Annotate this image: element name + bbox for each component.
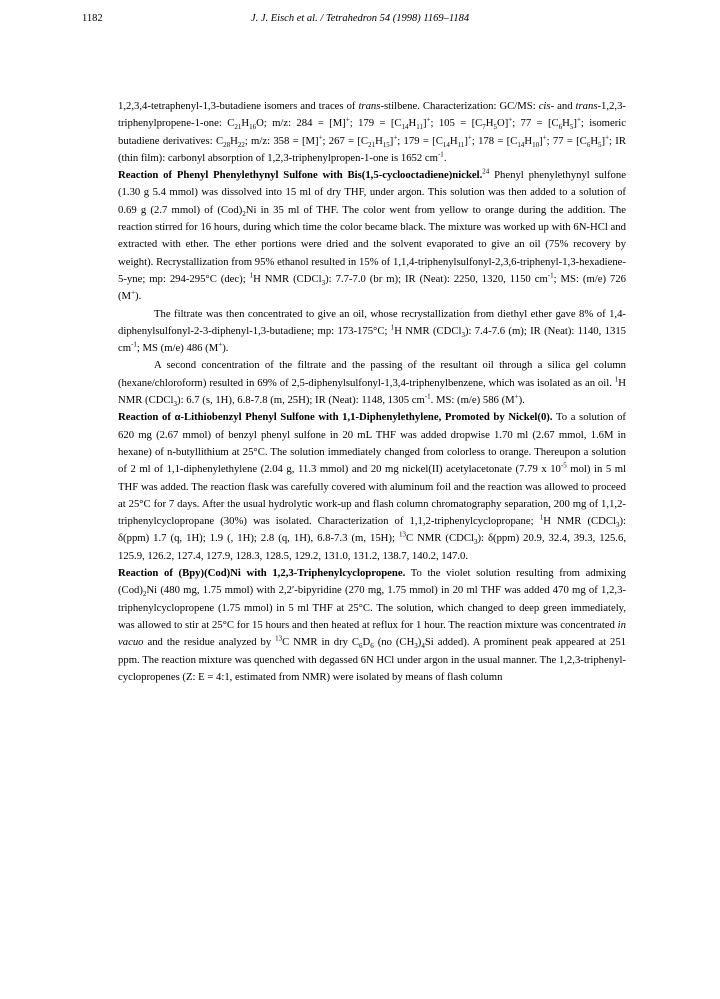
paragraph-filtrate: The filtrate was then concentrated to give an oil, whose recrystallization from diethyl ether gave 8% of 1,4-diphenylsulfonyl-2-3-diphenyl-1,3-butadiene; mp: 173-175°C; $^1$H NMR (CDCl$_3$): 7.4-7.6 (m); IR (Neat): 1140, 1315 $cm^{-1}$; MS (m/e) 486 (M+).	[118, 307, 627, 355]
paragraph-sulfone-nickel: Reaction of Phenyl Phenylethynyl Sulfone with Bis(1,5-cyclooctadiene)nickel.$^{24}$ Phenyl phenylethynyl sulfone (1.30 g 5.4 mmol) was dissolved into 15 ml of dry THF, under argon. This solution was then added to a solution of 0.69 g (2.7 mmol) of $(Cod)_2Ni$ in 35 ml of THF. The color went from yellow to orange during the addition. The reaction stirred for 16 hours, during which time the color became black. The mixture was worked up with 6N-HCl and extracted with ether. The ether portions were dried and the solvent evaporated to give an oil (75% recovery by weight). Recrystallization from 95% ethanol resulted in 15% of 1,1,4-triphenylsulfonyl-2,3,6-triphenyl-1,3-hexadiene-5-yne; mp: 294-295°C (dec); $^1$H NMR (CDCl$_3$): 7.7-7.0 (br m); IR (Neat): 2250, 1320, 1150 $cm^{-1}$; MS: (m/e) 726 (M+).	[118, 167, 627, 303]
paragraph-characterization: 1,2,3,4-tetraphenyl-1,3-butadiene isomers and traces of trans-stilbene. Characterization: GC/MS: cis- and trans-1,2,3-triphenylpropene-1-one: $C_{21}H_{16}O$; m/z: 284 = [M]+; $179 = [C_{14}H_{11}]^+$; $105 = [C_7H_5O]^+$; $77 = [C_6H_5]^+$; isomeric butadiene derivatives: $C_{28}H_{22}$; m/z: 358 = [M]+; $267 = [C_{21}H_{15}]^+$; $179 = [C_{14}H_{11}]^+$; $178 = [C_{14}H_{10}]^+$; $77 = [C_6H_5]^+$; IR (thin film): carbonyl absorption of 1,2,3-triphenylpropen-1-one is 1652 $cm^{-1}$.	[118, 100, 627, 164]
section-heading: Reaction of (Bpy)(Cod)Ni with 1,2,3-Triphenylcyclopropene.	[118, 567, 406, 580]
running-head: J. J. Eisch et al. / Tetrahedron 54 (1998) 1169–1184	[250, 13, 470, 24]
section-heading: Reaction of Phenyl Phenylethynyl Sulfone with Bis(1,5-cyclooctadiene)nickel.	[118, 169, 483, 182]
paragraph-bpy-cod-ni: Reaction of (Bpy)(Cod)Ni with 1,2,3-Triphenylcyclopropene. To the violet solution resulting from admixing $(Cod)_2Ni$ (480 mg, 1.75 mmol) with 2,2′-bipyridine (270 mg, 1.75 mmol) in 20 ml THF was added 470 mg of 1,2,3-triphenylcyclopropene (1.75 mmol) in 5 ml THF at 25°C. The solution, which changed to deep green immediately, was allowed to stir at 25°C for 15 hours and then heated at reflux for 1 hour. The reaction mixture was concentrated in vacuo and the residue analyzed by $^{13}$C NMR in dry $C_6D_6$ (no $(CH_3)_4Si$ added). A prominent peak appeared at 251 ppm. The reaction mixture was quenched with degassed 6N HCl under argon in the usual manner. The 1,2,3-triphenyl-cyclopropenes (Z: E = 4:1, estimated from NMR) were isolated by means of flash column	[118, 567, 627, 683]
paragraph-second-concentration: A second concentration of the filtrate and the passing of the resultant oil through a silica gel column (hexane/chloroform) resulted in 69% of 2,5-diphenylsulfonyl-1,3,4-triphenylbenzene, which was isolated as an oil. $^1$H NMR (CDCl$_3$): 6.7 (s, 1H), 6.8-7.8 (m, 25H); IR (Neat): 1148, 1305 $cm^{-1}$. MS: (m/e) 586 (M+).	[118, 359, 626, 409]
page-number: 1182	[82, 13, 103, 24]
experimental-text	[118, 98, 626, 686]
paragraph-lithiobenzyl: Reaction of α-Lithiobenzyl Phenyl Sulfone with 1,1-Diphenylethylene, Promoted by Nickel(0). To a solution of 620 mg (2.67 mmol) of benzyl phenyl sulfone in 20 mL THF was added dropwise 1.70 ml (2.67 mmol, 1.6M in hexane) of n-butyllithium at 25°C. The solution immediately changed from colorless to orange. Thereupon a solution of 2 ml of 1,1-diphenylethylene (2.04 g, 11.3 mmol) and 20 mg nickel(II) acetylacetonate (7.79 x $10^{-5}$ mol) in 5 ml THF was added. The reaction flask was carefully covered with aluminum foil and the reaction was allowed to proceed at 25°C for 7 days. After the usual hydrolytic work-up and flash column chromatography separation, 200 mg of 1,1,2-triphenylcyclopropane (30%) was isolated. Characterization of 1,1,2-triphenylcyclopropane; $^1$H NMR (CDCl$_3$): δ(ppm) 1.7 (q, 1H); 1.9 (, 1H); 2.8 (q, 1H), 6.8-7.3 (m, 15H); $^{13}$C NMR (CDCl$_3$): δ(ppm) 20.9, 32.4, 39.3, 125.6, 125.9, 126.2, 127.4, 127.9, 128.3, 128.5, 129.2, 131.0, 131.2, 138.7, 140.2, 147.0.	[118, 411, 627, 562]
section-heading: Reaction of α-Lithiobenzyl Phenyl Sulfone with 1,1-Diphenylethylene, Promoted by Nickel(0).	[118, 411, 553, 424]
